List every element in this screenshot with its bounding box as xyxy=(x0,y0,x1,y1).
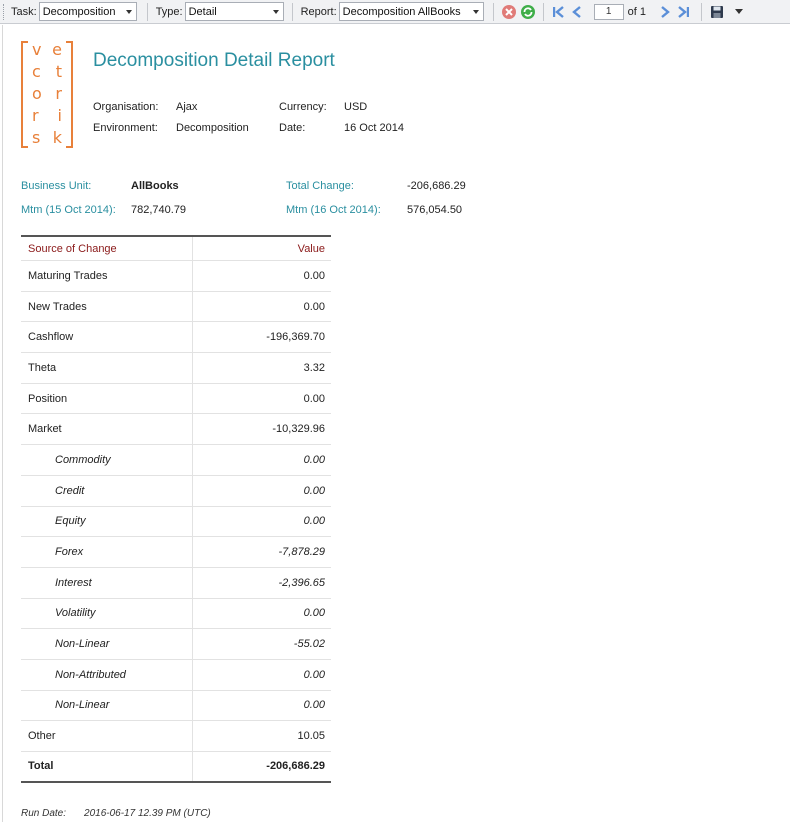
toolbar-divider xyxy=(292,3,293,21)
value-cell: 0.00 xyxy=(303,515,325,528)
table-subrow xyxy=(21,445,331,476)
table-row xyxy=(21,721,331,752)
value-cell: -55.02 xyxy=(293,638,325,651)
table-subrow xyxy=(21,691,331,722)
page-border xyxy=(2,25,3,822)
value-cell: 0.00 xyxy=(303,392,325,405)
value-cell: 0.00 xyxy=(303,484,325,497)
page-count: of 1 xyxy=(627,5,647,18)
decomposition-table xyxy=(21,235,331,783)
total-value: -206,686.29 xyxy=(266,760,325,773)
source-of-change-cell: Non-Attributed xyxy=(21,660,193,690)
run-date-value: 2016-06-17 12.39 PM (UTC) xyxy=(84,808,211,819)
refresh-icon[interactable] xyxy=(519,3,537,21)
task-select[interactable] xyxy=(39,2,137,21)
table-subrow xyxy=(21,660,331,691)
date-label: Date: xyxy=(279,122,306,134)
source-of-change-cell: Credit xyxy=(21,476,193,506)
organisation-label: Organisation: xyxy=(93,101,159,113)
chevron-down-icon xyxy=(273,10,279,14)
source-of-change-cell: Maturing Trades xyxy=(21,261,193,291)
value-cell: 0.00 xyxy=(303,668,325,681)
logo-left-bracket xyxy=(21,41,28,148)
page-number-input[interactable]: 1 xyxy=(594,4,624,20)
report-title: Decomposition Detail Report xyxy=(93,50,335,71)
previous-page-icon[interactable] xyxy=(568,3,586,21)
source-of-change-cell: Cashflow xyxy=(21,322,193,352)
report-select-value: Decomposition AllBooks xyxy=(342,5,461,18)
type-select-value: Detail xyxy=(188,5,217,18)
table-row xyxy=(21,292,331,323)
logo-letters: v e c t o r r i s k xyxy=(32,40,62,147)
chevron-down-icon xyxy=(473,10,479,14)
toolbar-grip[interactable] xyxy=(3,4,6,20)
source-of-change-cell: Equity xyxy=(21,507,193,537)
source-of-change-cell: Other xyxy=(21,721,193,751)
mtm-end-label: Mtm (16 Oct 2014): xyxy=(286,204,381,216)
total-change-label: Total Change: xyxy=(286,180,354,192)
type-label: Type: xyxy=(155,5,183,18)
environment-label: Environment: xyxy=(93,122,158,134)
table-subrow xyxy=(21,507,331,538)
value-cell: -7,878.29 xyxy=(278,546,325,559)
value-cell: 0.00 xyxy=(303,269,325,282)
toolbar-divider xyxy=(493,3,494,21)
date-value: 16 Oct 2014 xyxy=(344,122,404,134)
source-of-change-cell: Market xyxy=(21,414,193,444)
table-subrow xyxy=(21,629,331,660)
type-select[interactable] xyxy=(185,2,284,21)
report-toolbar xyxy=(0,0,790,24)
next-page-icon[interactable] xyxy=(656,3,674,21)
table-row xyxy=(21,353,331,384)
currency-label: Currency: xyxy=(279,101,327,113)
value-cell: 10.05 xyxy=(297,730,325,743)
report-select[interactable] xyxy=(339,2,484,21)
total-label: Total xyxy=(21,752,193,781)
source-of-change-cell: Position xyxy=(21,384,193,414)
table-subrow xyxy=(21,599,331,630)
table-row xyxy=(21,322,331,353)
value-cell: 0.00 xyxy=(303,300,325,313)
business-unit-label: Business Unit: xyxy=(21,180,92,192)
mtm-start-label: Mtm (15 Oct 2014): xyxy=(21,204,116,216)
table-subrow xyxy=(21,568,331,599)
environment-value: Decomposition xyxy=(176,122,249,134)
table-total-row xyxy=(21,752,331,783)
table-row xyxy=(21,261,331,292)
toolbar-divider xyxy=(147,3,148,21)
value-cell: 0.00 xyxy=(303,453,325,466)
stop-icon[interactable] xyxy=(500,3,518,21)
task-select-value: Decomposition xyxy=(42,5,116,18)
column-header-source: Source of Change xyxy=(21,237,193,260)
run-date-label: Run Date: xyxy=(21,808,67,819)
source-of-change-cell: Theta xyxy=(21,353,193,383)
toolbar-divider xyxy=(543,3,544,21)
organisation-value: Ajax xyxy=(176,101,198,113)
source-of-change-cell: Volatility xyxy=(21,599,193,629)
table-row xyxy=(21,414,331,445)
value-cell: -10,329.96 xyxy=(272,423,325,436)
source-of-change-cell: Non-Linear xyxy=(21,629,193,659)
mtm-end-value: 576,054.50 xyxy=(407,204,463,216)
value-cell: 3.32 xyxy=(303,361,325,374)
table-header-row xyxy=(21,237,331,261)
logo-right-bracket xyxy=(66,41,73,148)
mtm-start-value: 782,740.79 xyxy=(131,204,187,216)
business-unit-value: AllBooks xyxy=(131,180,179,192)
save-format-dropdown[interactable] xyxy=(732,3,746,21)
source-of-change-cell: Commodity xyxy=(21,445,193,475)
table-body xyxy=(21,261,331,752)
value-cell: 0.00 xyxy=(303,699,325,712)
source-of-change-cell: Forex xyxy=(21,537,193,567)
value-cell: -196,369.70 xyxy=(266,331,325,344)
first-page-icon[interactable] xyxy=(550,3,568,21)
table-subrow xyxy=(21,476,331,507)
task-label: Task: xyxy=(11,5,37,18)
column-header-value: Value xyxy=(297,242,325,255)
value-cell: 0.00 xyxy=(303,607,325,620)
save-icon[interactable] xyxy=(708,3,726,21)
run-date xyxy=(21,808,229,819)
toolbar-divider xyxy=(701,3,702,21)
table-subrow xyxy=(21,537,331,568)
chevron-down-icon xyxy=(126,10,132,14)
total-change-value: -206,686.29 xyxy=(407,180,466,192)
report-label: Report: xyxy=(300,5,337,18)
currency-value: USD xyxy=(344,101,368,113)
vectorisk-logo xyxy=(21,41,73,149)
value-cell: -2,396.65 xyxy=(278,576,325,589)
source-of-change-cell: New Trades xyxy=(21,292,193,322)
last-page-icon[interactable] xyxy=(674,3,692,21)
table-row xyxy=(21,384,331,415)
source-of-change-cell: Interest xyxy=(21,568,193,598)
source-of-change-cell: Non-Linear xyxy=(21,691,193,721)
